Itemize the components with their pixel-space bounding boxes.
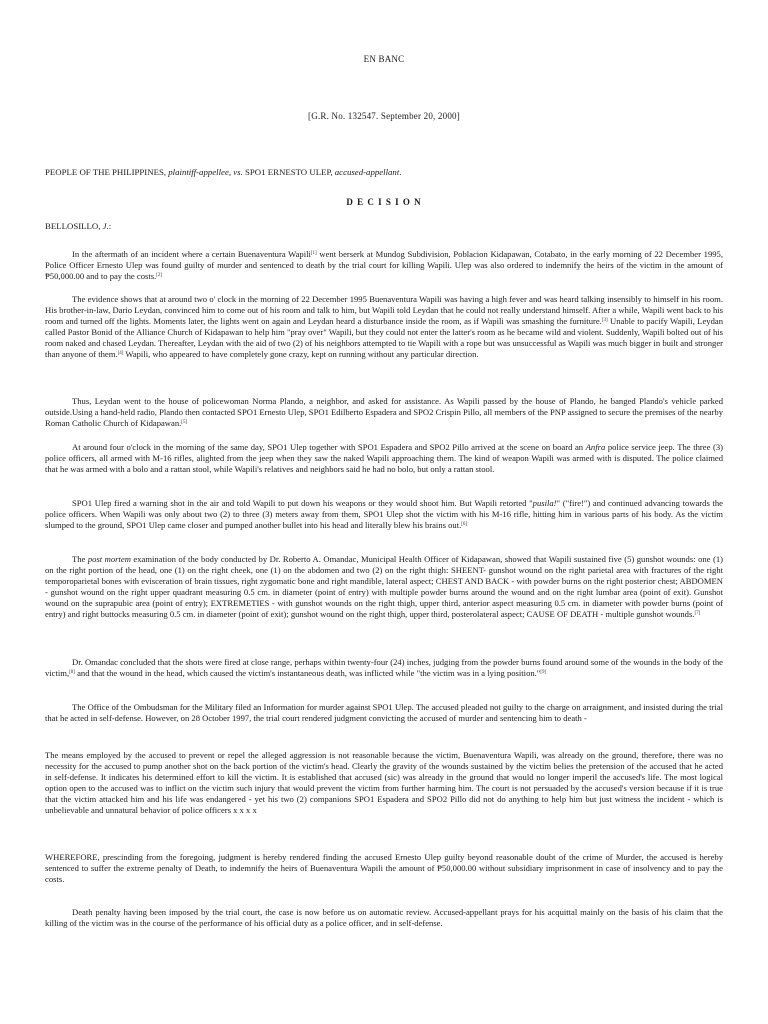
quoted-dispositive bbox=[45, 852, 723, 885]
appellee-name: PEOPLE OF THE PHILIPPINES, bbox=[45, 167, 167, 177]
footnote-ref[interactable]: [8] bbox=[69, 670, 75, 675]
emphasis: Anfra bbox=[585, 442, 606, 452]
ponente-suffix: J. bbox=[102, 221, 109, 231]
text: Dr. Omandac concluded that the shots were fired at close range, perhaps within twenty-four (24) inches, judging from the powder burns found around some of the wounds in the body of the victim, bbox=[45, 657, 723, 678]
text: police service jeep. The three (3) police officers, all armed with M-16 rifles, alighted from the jeep when they saw the naked Wapili approaching them. The kind of weapon Wapili was armed with is disputed. The police claimed that he was armed with a bolo and a rattan stool, while Wapili's relatives and neighbors said he had no bolo, but only a rattan stool. bbox=[45, 442, 723, 474]
footnote-ref[interactable]: [1] bbox=[310, 251, 317, 256]
appellant-name: SPO1 ERNESTO ULEP, bbox=[245, 167, 333, 177]
versus-label: vs. bbox=[233, 167, 243, 177]
text: examination of the body conducted by Dr. Roberto A. Omandac, Municipal Health Officer of Kidapawan, showed that Wapili sustained five (5) gunshot wounds: one (1) on the right portion of the head, one (1) on the right cheek, one (1) on the abdomen and two (2) on the right thigh: SHEENT- gunshot wound on the right parietal area with fractures of the right temporoparietal bones with evisceration of brain tissues, right zygomatic bone and right mandible, lateral aspect; CHEST AND BACK - with powder burns on the right posterior chest; ABDOMEN - gunshot wound on the right upper quadrant measuring 0.5 cm. in diameter (point of entry) with multiple powder burns around the wound and on the right lumbar area (point of exit). Gunshot wound on the suprapubic area (point of entry); EXTREMETIES - with gunshot wounds on the right thigh, upper third, anterior aspect measuring 0.5 cm. in diameter with powder burns (point of entry) and right buttocks measuring 0.5 cm. in diameter (point of exit); gunshot wound on the right thigh, upper third, posterolateral aspect; CAUSE OF DEATH - multiple gunshot wounds. bbox=[45, 554, 723, 619]
paragraph-3 bbox=[45, 396, 723, 429]
footnote-ref[interactable]: [2] bbox=[156, 273, 163, 278]
text: The means employed by the accused to prevent or repel the alleged aggression is not reasonable because the victim, Buenaventura Wapili, was already on the ground, therefore, there was no necessity for the accused to pump another shot on the back portion of the victim's head. Clearly the gravity of the wounds sustained by the victim belies the pretension of the accused that he acted in self-defense. It indicates his determined effort to kill the victim. It is established that accused (sic) was already in the ground that would no longer imperil the accused's life. The most logical option open to the accused was to inflict on the victim such injury that would prevent the victim from further harming him. The court is not persuaded by the accused's version because if it is true that the victim attacked him and his life was endangered - yet his two (2) companions SPO1 Espadera and SPO2 Pillo did not do anything to help him but just witness the incident - which is unbelievable and unnatural behavior of police officers x x x x bbox=[45, 750, 723, 815]
text: The bbox=[72, 554, 88, 564]
footnote-ref[interactable]: [7] bbox=[694, 611, 701, 616]
emphasis: post mortem bbox=[87, 554, 131, 564]
paragraph-2 bbox=[45, 294, 723, 360]
decision-title: D E C I S I O N bbox=[346, 197, 422, 207]
paragraph-6 bbox=[45, 554, 723, 620]
footnote-ref[interactable]: [5] bbox=[181, 420, 188, 425]
text: went berserk at Mundog Subdivision, Poblacion Kidapawan, Cotabato, in the early morning of 22 December 1995, Police Officer Ernesto Ulep was found guilty of murder and sentenced to death by the trial court for killing Wapili. Ulep was also ordered to indemnify the heirs of the victim in the amount of ₱50,000.00 and to pay the costs. bbox=[45, 249, 723, 281]
footnote-ref[interactable]: [9] bbox=[540, 670, 547, 675]
case-parties bbox=[45, 167, 723, 177]
footnote-ref[interactable]: [4] bbox=[117, 351, 124, 356]
text: At around four o'clock in the morning of the same day, SPO1 Ulep together with SPO1 Espadera and SPO2 Pillo arrived at the scene on board an bbox=[72, 442, 586, 452]
text: The evidence shows that at around two o' clock in the morning of 22 December 1995 Buenaventura Wapili was having a high fever and was heard talking insensibly to himself in his room. His brother-in-law, Dario Leydan, convinced him to come out of his room and talk to him, but Wapili told Leydan that he could not really understand himself. After a while, Wapili went back to his room and turned off the lights. Moments later, the lights went on again and Leydan heard a disturbance inside the room, as if Wapili was smashing the furniture. bbox=[45, 294, 723, 326]
appellee-role: plaintiff-appellee, bbox=[168, 167, 232, 177]
text: Wapili, who appeared to have completely gone crazy, kept on running without any particular direction. bbox=[123, 349, 479, 359]
court-heading: EN BANC bbox=[363, 54, 405, 64]
paragraph-4 bbox=[45, 442, 723, 475]
ponente bbox=[45, 221, 111, 231]
text: WHEREFORE, prescinding from the foregoing, judgment is hereby rendered finding the accused Ernesto Ulep guilty beyond reasonable doubt of the crime of Murder, the accused is hereby sentenced to suffer the extreme penalty of Death, to indemnify the heirs of Buenaventura Wapili the amount of ₱50,000.00 without subsidiary imprisonment in case of insolvency and to pay the costs. bbox=[45, 852, 723, 884]
ponente-name: BELLOSILLO, bbox=[45, 221, 101, 231]
emphasis: pusila! bbox=[532, 498, 557, 508]
text: Thus, Leydan went to the house of policewoman Norma Plando, a neighbor, and asked for assistance. As Wapili passed by the house of Plando, he banged Plando's vehicle parked outside.Using a hand-held radio, Plando then contacted SPO1 Ernesto Ulep, SPO1 Edilberto Espadera and SPO2 Crispin Pillo, all members of the PNP assigned to secure the premises of the nearby Roman Catholic Church of Kidapawan. bbox=[45, 396, 723, 428]
text: The Office of the Ombudsman for the Military filed an Information for murder against SPO1 Ulep. The accused pleaded not guilty to the charge on arraignment, and insisted during the trial that he acted in self-defense. However, on 28 October 1997, the trial court rendered judgment convicting the accused of murder and sentencing him to death - bbox=[45, 702, 723, 723]
appellant-role: accused-appellant bbox=[334, 167, 400, 177]
text: " ("fire!") and continued advancing towards the police officers. When Wapili was only about two (2) to three (3) meters away from them, SPO1 Ulep shot the victim with his M-16 rifle, hitting him in various parts of his body. As the victim slumped to the ground, SPO1 Ulep came closer and pumped another bullet into his head and literally blew his brains out. bbox=[45, 498, 723, 530]
paragraph-1 bbox=[45, 249, 723, 282]
text: In the aftermath of an incident where a certain Buenaventura Wapili bbox=[72, 249, 311, 259]
case-number: [G.R. No. 132547. September 20, 2000] bbox=[308, 111, 460, 121]
paragraph-7 bbox=[45, 657, 723, 679]
footnote-ref[interactable]: [6] bbox=[461, 522, 468, 527]
quoted-finding bbox=[45, 750, 723, 816]
paragraph-8 bbox=[45, 702, 723, 724]
text: Death penalty having been imposed by the trial court, the case is now before us on automatic review. Accused-appellant prays for his acquittal mainly on the basis of his claim that the killing of the victim was in the course of the performance of his official duty as a police officer, and in self-defense. bbox=[45, 907, 723, 928]
paragraph-5 bbox=[45, 498, 723, 531]
paragraph-9 bbox=[45, 907, 723, 929]
text: and that the wound in the head, which caused the victim's instantaneous death, was inflicted while "the victim was in a lying position." bbox=[74, 668, 541, 678]
text: SPO1 Ulep fired a warning shot in the air and told Wapili to put down his weapons or they would shoot him. But Wapili retorted " bbox=[72, 498, 533, 508]
ponente-colon: : bbox=[108, 221, 112, 231]
parties-end: . bbox=[399, 167, 402, 177]
footnote-ref[interactable]: [3] bbox=[601, 318, 608, 323]
text: Unable to pacify Wapili, Leydan called Pastor Bonid of the Alliance Church of Kidapawan to help him "pray over" Wapili, but they could not enter the latter's room as he became wild and violent. Suddenly, Wapili bolted out of his room naked and chased Leydan. Thereafter, Leydan with the aid of two (2) of his neighbors attempted to tie Wapili with a rope but was unsuccessful as Wapili was much bigger in built and stronger than anyone of them. bbox=[45, 316, 723, 359]
